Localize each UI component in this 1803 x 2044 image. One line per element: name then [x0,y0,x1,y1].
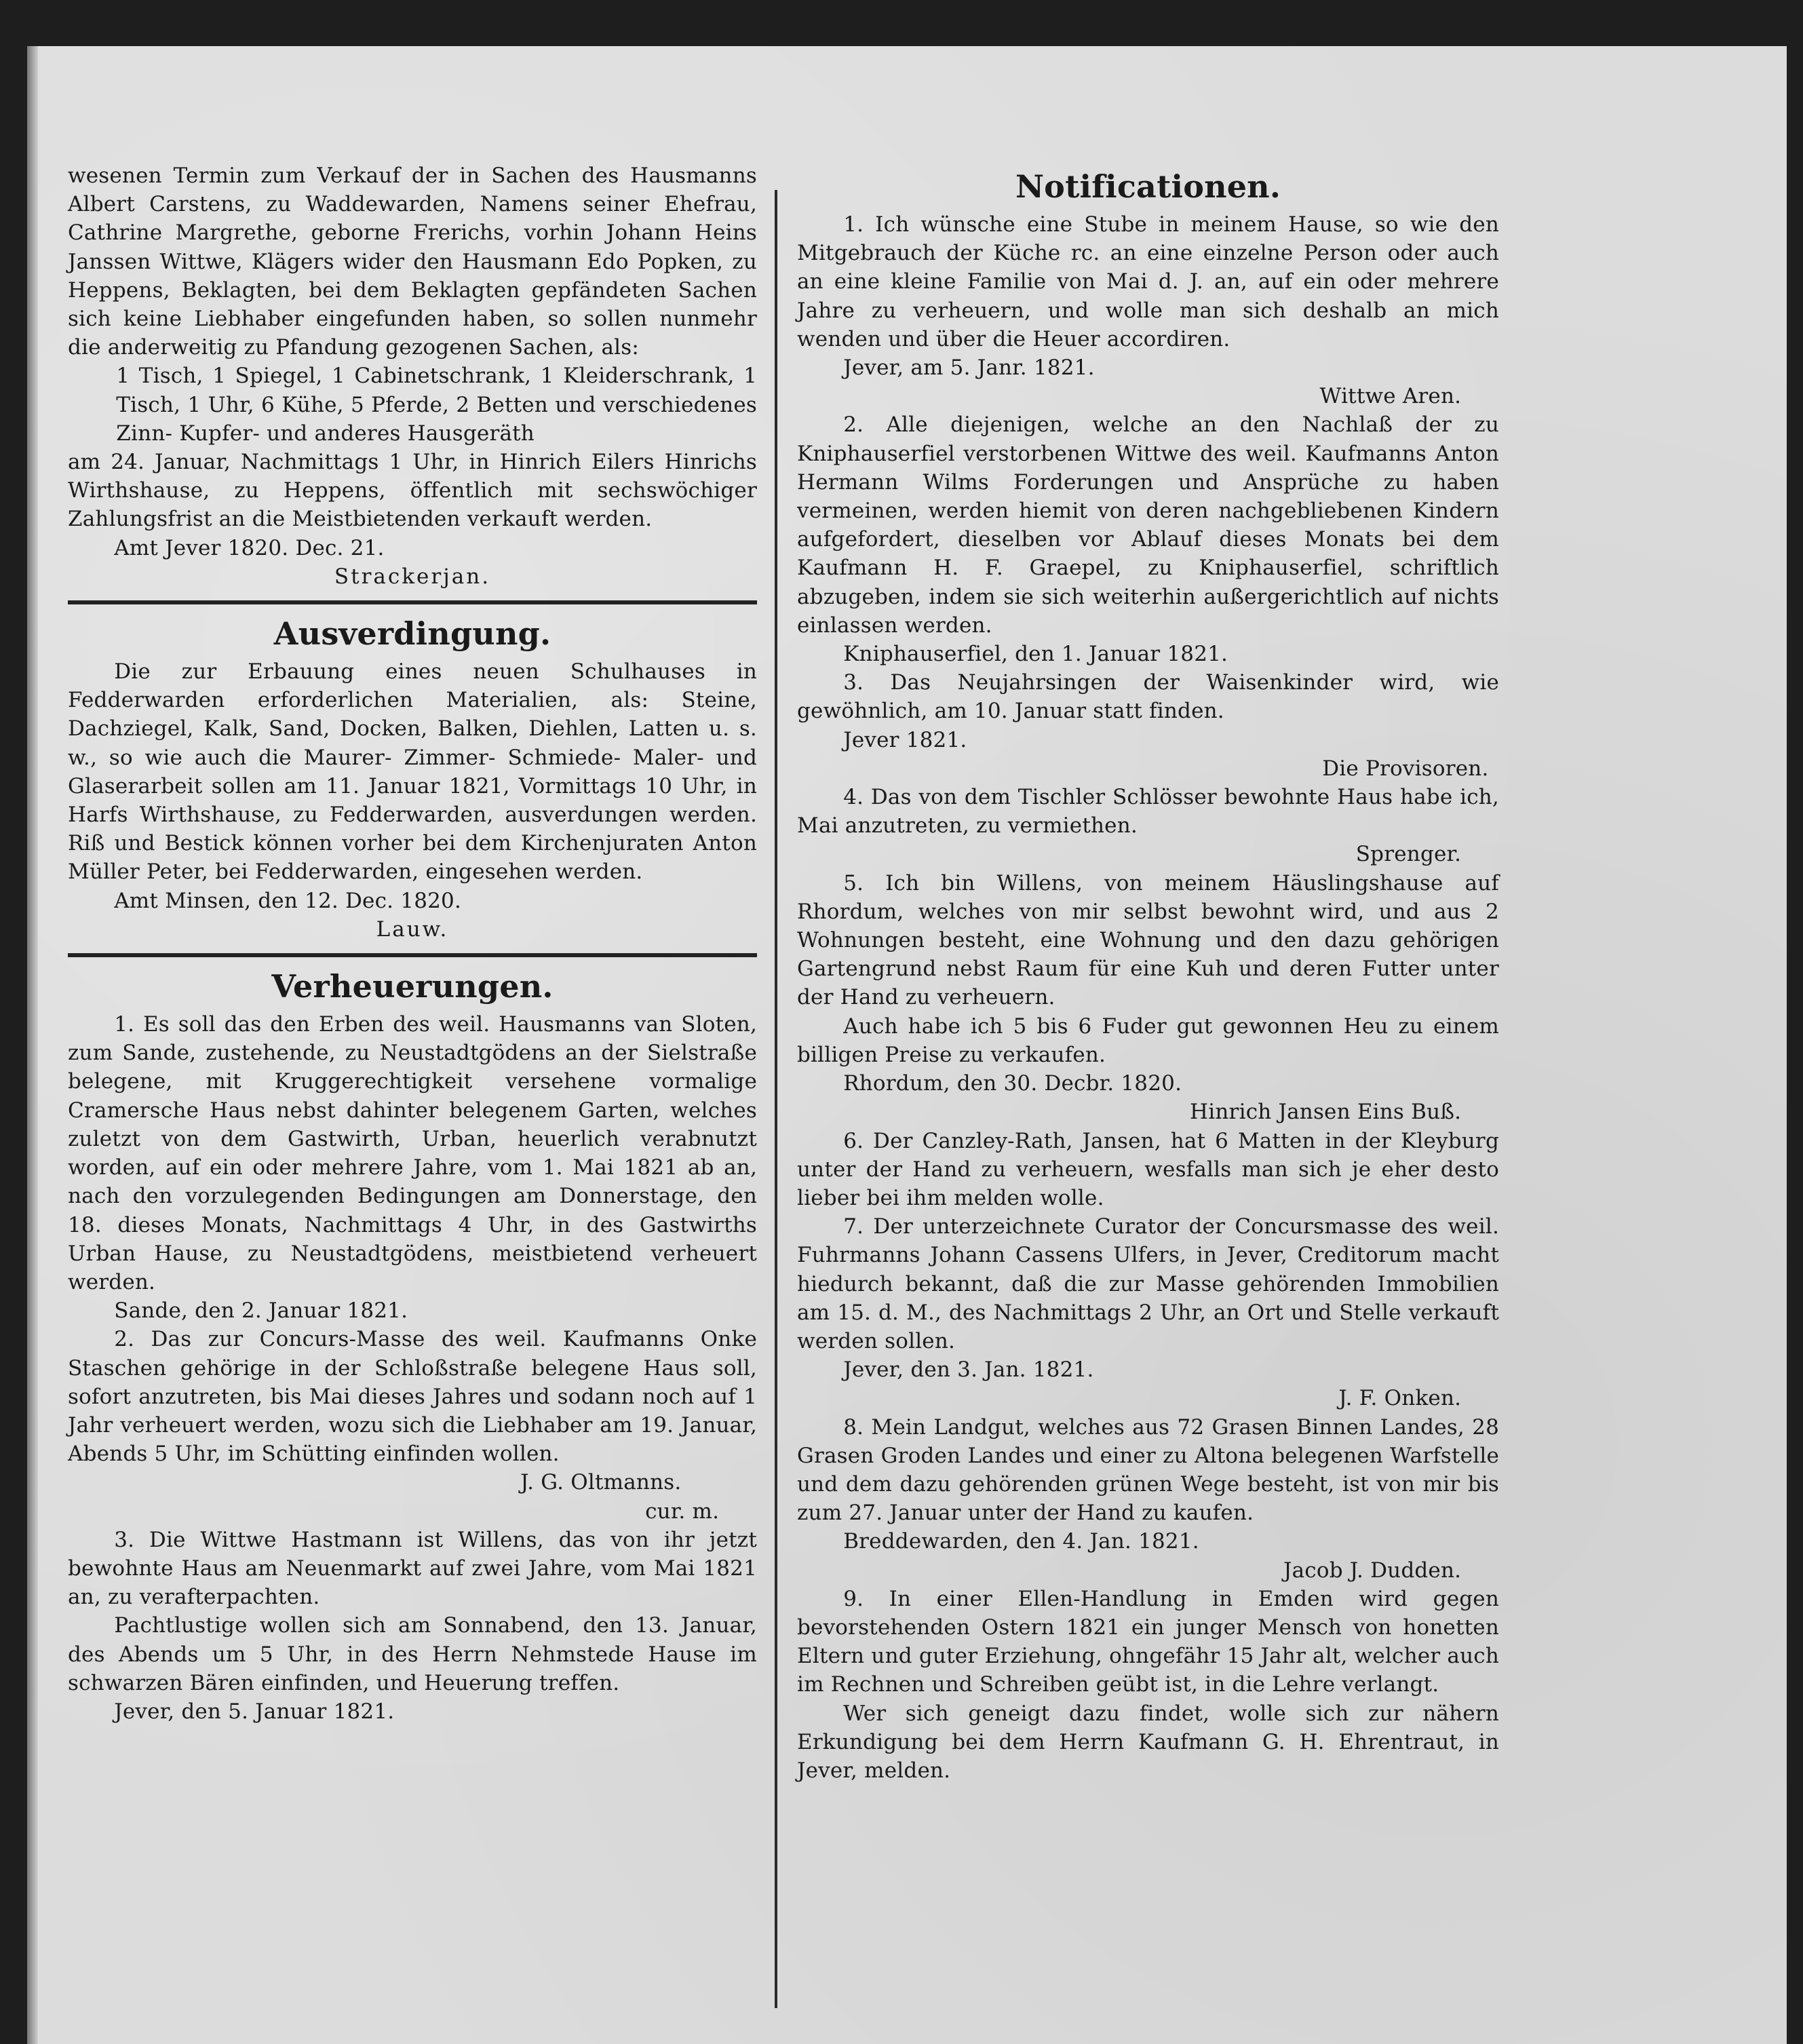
left-column [68,161,757,1726]
signature: Hinrich Jansen Eins Buß. [1190,1100,1462,1125]
seized-items-list: 1 Tisch, 1 Spiegel, 1 Cabinetschrank, 1 Kleiderschrank, 1 Tisch, 1 Uhr, 6 Kühe, 5 Pferde, 2 Betten und verschiedenes Zinn- Kupfer- und anderes Hausgeräth [116,364,757,446]
verheuerung-item-3-continued: Pachtlustige wollen sich am Sonnabend, den 13. Januar, des Abends um 5 Uhr, in des Herrn Nehmstede Hause im schwarzen Bären einfinden, und Heuerung treffen. [68,1613,757,1695]
column-divider [775,190,777,2008]
signature: Jacob J. Dudden. [1283,1558,1462,1583]
signature: J. G. Oltmanns. [520,1470,682,1495]
verheuerung-item-2: 2. Das zur Concurs-Masse des weil. Kaufmanns Onke Staschen gehörige in der Schloßstraße belegene Haus soll, sofort anzutreten, bis Mai dieses Jahres und sodann noch auf 1 Jahr verheuert werden, wozu sich die Liebhaber am 19. Januar, Abends 5 Uhr, im Schütting einfinden wollen. [68,1327,757,1467]
notification-4: 4. Das von dem Tischler Schlösser bewohnte Haus habe ich, Mai anzutreten, zu vermiethen. [797,785,1499,838]
date-line: Rhordum, den 30. Decbr. 1820. [843,1071,1182,1096]
verheuerung-item-1: 1. Es soll das den Erben des weil. Hausmanns van Sloten, zum Sande, zustehende, zu Neustadtgödens an der Sielstraße belegene, mit Kruggerechtigkeit versehene vormalige Cramersche Haus nebst dahinter belegenem Garten, welches zuletzt von dem Gastwirth, Urban, heuerlich verabnutzt worden, auf ein oder mehrere Jahre, vom 1. Mai 1821 ab an, nach den vorzulegenden Bedingungen am Donnerstage, den 18. dieses Monats, Nachmittags 4 Uhr, in des Gastwirths Urban Hause, zu Neustadtgödens, meistbietend verheuert werden. [68,1012,757,1294]
auction-paragraph: am 24. Januar, Nachmittags 1 Uhr, in Hinrich Eilers Hinrichs Wirthshause, zu Heppens, öffentlich mit sechswöchiger Zahlungsfrist an die Meistbietenden verkauft werden. [68,450,757,532]
verheuerung-item-3: 3. Die Wittwe Hastmann ist Willens, das von ihr jetzt bewohnte Haus am Neuenmarkt auf zwei Jahre, vom Mai 1821 an, zu verafterpachten. [68,1527,757,1610]
date-line: Breddewarden, den 4. Jan. 1821. [843,1529,1199,1554]
notification-5: 5. Ich bin Willens, von meinem Häuslingshause auf Rhordum, welches von mir selbst bewohnt wird, und aus 2 Wohnungen besteht, eine Wohnung und den dazu gehörigen Gartengrund nebst Raum für eine Kuh und deren Futter unter der Hand zu verheuern. [797,870,1499,1010]
notification-7: 7. Der unterzeichnete Curator der Concursmasse des weil. Fuhrmanns Johann Cassens Ulfers, in Jever, Creditorum macht hiedurch bekannt, daß die zur Masse gehörenden Immobilien am 15. d. M., des Nachmittags 2 Uhr, an Ort und Stelle verkauft werden sollen. [797,1214,1499,1353]
section-heading-verheuerungen: Verheuerungen. [271,968,554,1005]
right-column [797,161,1499,1785]
notification-5-continued: Auch habe ich 5 bis 6 Fuder gut gewonnen Heu zu einem billigen Preise zu verkaufen. [797,1014,1499,1067]
date-line: Kniphauserfiel, den 1. Januar 1821. [843,642,1228,667]
newspaper-page [27,46,1787,2044]
notification-1: 1. Ich wünsche eine Stube in meinem Hause, so wie den Mitgebrauch der Küche rc. an eine einzelne Person oder auch an eine kleine Familie von Mai d. J. an, auf ein oder mehrere Jahre zu verheuern, und wolle man sich deshalb an mich wenden und über die Heuer accordiren. [797,212,1499,351]
date-line: Jever, den 3. Jan. 1821. [843,1357,1094,1383]
signature: Die Provisoren. [1322,756,1489,781]
page-edge-shadow [27,46,38,2044]
notification-8: 8. Mein Landgut, welches aus 72 Grasen Binnen Landes, 28 Grasen Groden Landes und einer zu Altona belegenen Warfstelle und dem dazu gehörenden grünen Wege besteht, ist von mir bis zum 27. Januar unter der Hand zu kaufen. [797,1414,1499,1526]
date-line: Jever, am 5. Janr. 1821. [843,355,1095,381]
signature: Sprenger. [1355,842,1462,867]
date-line: Jever, den 5. Januar 1821. [114,1699,395,1724]
section-divider [68,953,757,957]
notification-3: 3. Das Neujahrsingen der Waisenkinder wird, wie gewöhnlich, am 10. Januar statt finden. [797,670,1499,724]
notification-9: 9. In einer Ellen-Handlung in Emden wird gegen bevorstehenden Ostern 1821 ein junger Mensch von honetten Eltern und guter Erziehung, ohngefähr 15 Jahr alt, welcher auch im Rechnen und Schreiben geübt ist, in die Lehre verlangt. [797,1586,1499,1697]
date-line: Sande, den 2. Januar 1821. [114,1298,408,1324]
date-line: Amt Jever 1820. Dec. 21. [114,535,385,560]
signature: Strackerjan. [334,564,491,589]
notification-9-continued: Wer sich geneigt dazu findet, wolle sich zur nähern Erkundigung bei dem Herrn Kaufmann G. H. Ehrentraut, in Jever, melden. [797,1701,1499,1783]
section-divider [68,600,757,604]
section-heading-ausverdingung: Ausverdingung. [273,615,551,653]
date-line: Amt Minsen, den 12. Dec. 1820. [114,888,462,913]
ausverdingung-paragraph: Die zur Erbauung eines neuen Schulhauses in Fedderwarden erforderlichen Materialien, als: Steine, Dachziegel, Kalk, Sand, Docken, Balken, Diehlen, Latten u. s. w., so wie auch die Maurer- Zimmer- Schmiede- Maler- und Glaserarbeit sollen am 11. Januar 1821, Vormittags 10 Uhr, in Harfs Wirthshause, zu Fedderwarden, ausverdungen werden. Riß und Bestick können vorher bei dem Kirchenjuraten Anton Müller Peter, bei Fedderwarden, eingesehen werden. [68,659,757,885]
notification-6: 6. Der Canzley-Rath, Jansen, hat 6 Matten in der Kleyburg unter der Hand zu verheuern, wesfalls man sich je eher desto lieber bei ihm melden wolle. [797,1128,1499,1210]
signature: J. F. Onken. [1338,1386,1462,1411]
notification-2: 2. Alle diejenigen, welche an den Nachlaß der zu Kniphauserfiel verstorbenen Wittwe des weil. Kaufmanns Anton Hermann Wilms Forderungen und Ansprüche zu haben vermeinen, werden hiemit von deren nachgebliebenen Kindern aufgefordert, dieselben vor Ablauf dieses Monats bei dem Kaufmann H. F. Graepel, zu Kniphauserfiel, schriftlich abzugeben, indem sie sich weiterhin außergerichtlich auf nichts einlassen werden. [797,412,1499,638]
signature: Wittwe Aren. [1319,384,1462,409]
signature-title: cur. m. [645,1499,720,1524]
continuation-paragraph: wesenen Termin zum Verkauf der in Sachen des Hausmanns Albert Carstens, zu Waddewarden, Namens seiner Ehefrau, Cathrine Margrethe, geborne Frerichs, vorhin Johann Heins Janssen Wittwe, Klägers wider den Hausmann Edo Popken, zu Heppens, Beklagten, bei dem Beklagten gepfändeten Sachen sich keine Liebhaber eingefunden haben, so sollen nunmehr die anderweitig zu Pfandung gezogenen Sachen, als: [68,163,757,360]
signature: Lauw. [376,917,449,942]
section-heading-notificationen: Notificationen. [1015,168,1281,205]
date-line: Jever 1821. [843,727,967,752]
